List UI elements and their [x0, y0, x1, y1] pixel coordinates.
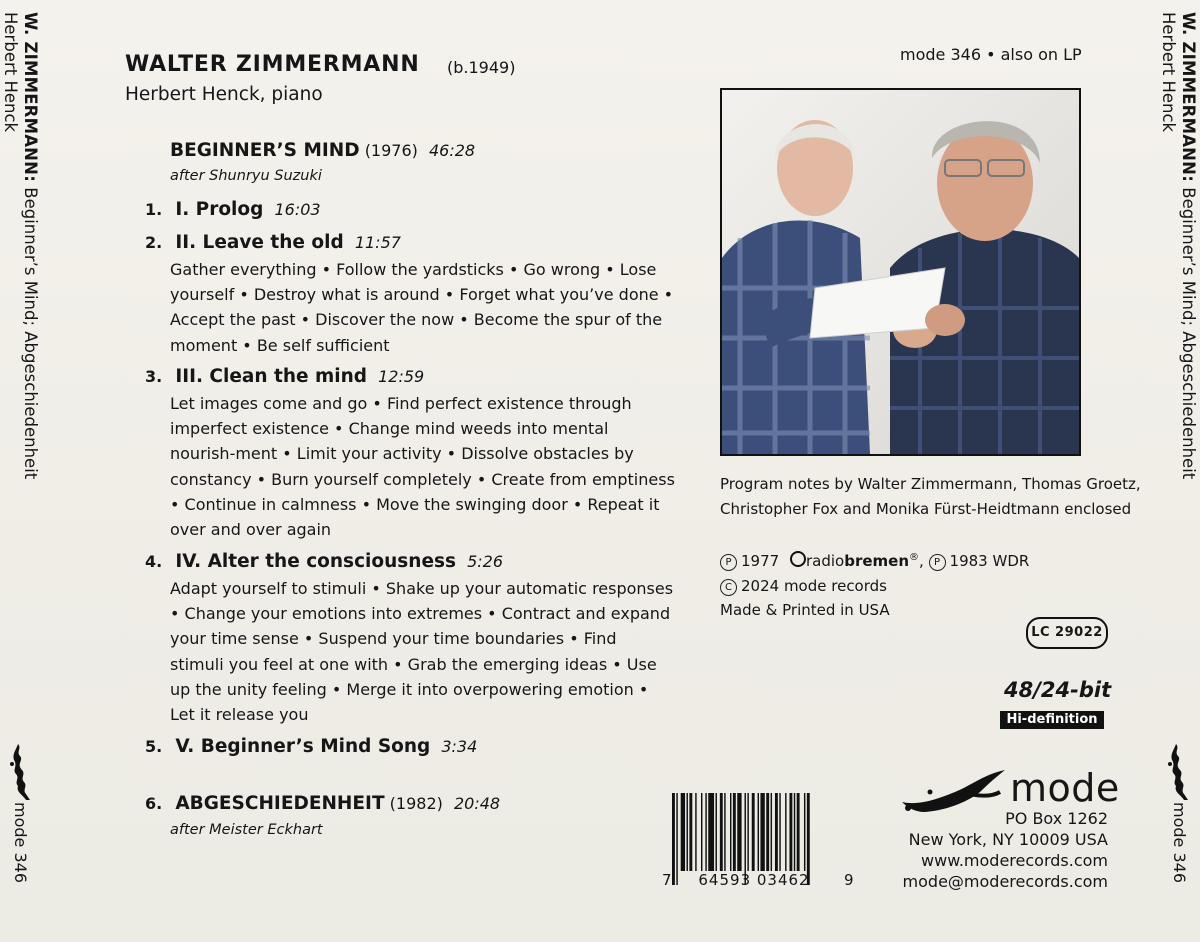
phonogram-icon: P [929, 554, 946, 571]
address-website[interactable]: www.moderecords.com [921, 851, 1108, 870]
track-number: 4. [145, 552, 163, 571]
barcode-bar [758, 793, 759, 871]
work-dedication: after Shunryu Suzuki [170, 168, 322, 184]
spine-performer: Herbert Henck [1, 12, 20, 133]
cover-photo [720, 88, 1081, 456]
barcode-bar [708, 793, 714, 871]
address-po-box: PO Box 1262 [1005, 809, 1108, 828]
work-title: BEGINNER’S MIND [170, 140, 360, 161]
barcode-bar [724, 793, 725, 871]
barcode-bar [672, 793, 675, 885]
radiobremen-logo-icon [790, 551, 806, 567]
composer-name: WALTER ZIMMERMANN [125, 52, 420, 77]
credits [720, 546, 1029, 623]
track-duration: 11:57 [354, 233, 401, 252]
barcode-bar [775, 793, 778, 871]
barcode-bar [716, 793, 717, 871]
barcode-bar [766, 793, 769, 871]
spine-title: W. ZIMMERMANN: Beginner’s Mind; Abgeschiedenheit [1179, 12, 1198, 480]
address-email[interactable]: mode@moderecords.com [902, 872, 1108, 891]
hi-definition-label: Hi-definition [1000, 711, 1104, 729]
barcode [662, 793, 852, 893]
barcode-bar [760, 793, 764, 871]
track-number: 3. [145, 367, 163, 386]
work-heading [170, 140, 475, 161]
bit-depth: 48/24-bit [1004, 678, 1112, 702]
composer-years: (b.1949) [447, 58, 516, 77]
catalog-number: mode 346 • also on LP [900, 45, 1082, 64]
barcode-bar [752, 793, 755, 871]
track-duration: 12:59 [378, 367, 425, 386]
label-code-badge: LC 29022 [1026, 617, 1108, 649]
work-heading [145, 793, 500, 814]
made-in: Made & Printed in USA [720, 601, 890, 619]
phonographic-copyright: P 1977 radiobremen®, P 1983 WDR [720, 546, 1029, 574]
track-description: Let images come and go • Find perfect existence through imperfect existence • Change mind weeds into mental nourish-ment • Limit your activity • Dissolve obstacles by constancy • Burn yourself completely • Create from emptiness • Continue in calmness • Move the swinging door • Repeat it over and over again [170, 394, 675, 540]
barcode-bar [720, 793, 723, 871]
barcode-bar [794, 793, 795, 871]
radio-name: radio [805, 552, 845, 570]
work-duration: 46:28 [428, 141, 476, 160]
label-name: mode [1010, 766, 1120, 810]
track-duration: 3:34 [441, 737, 478, 756]
track-number: 2. [145, 233, 163, 252]
barcode-digit-right: 9 [844, 871, 854, 889]
barcode-bar [733, 793, 736, 871]
spine-catalog-number: mode 346 [1170, 802, 1189, 883]
barcode-digit-left: 7 [662, 871, 672, 889]
track-number: 1. [145, 200, 163, 219]
program-notes: Program notes by Walter Zimmermann, Thomas Groetz, Christopher Fox and Monika Fürst-Heidtmann enclosed [720, 475, 1141, 518]
work-year: (1976) [364, 141, 418, 160]
spine-catalog-number: mode 346 [11, 802, 30, 883]
spine-title: W. ZIMMERMANN: Beginner’s Mind; Abgeschiedenheit [21, 12, 40, 480]
barcode-bar [681, 793, 685, 871]
barcode-bar [695, 793, 696, 871]
label-address [903, 808, 1108, 892]
mode-bird-logo-icon [4, 742, 38, 802]
work-dedication: after Meister Eckhart [170, 822, 323, 838]
barcode-bar [804, 793, 805, 871]
track-heading [145, 366, 424, 387]
track-heading [145, 551, 503, 572]
track-title: III. Clean the mind [175, 366, 368, 387]
barcode-bar [689, 793, 692, 871]
right-spine [1158, 0, 1200, 942]
barcode-bar [747, 793, 748, 871]
barcode-bar [737, 793, 741, 871]
track-duration: 16:03 [274, 200, 321, 219]
radio-name-bold: bremen [844, 552, 909, 570]
track-number: 5. [145, 737, 163, 756]
performer: Herbert Henck, piano [125, 84, 323, 105]
track-heading [145, 232, 401, 253]
phonogram-icon: P [720, 554, 737, 571]
track-title: V. Beginner’s Mind Song [175, 736, 431, 757]
barcode-bar [771, 793, 772, 871]
copyright-icon: C [720, 579, 737, 596]
left-spine [0, 0, 42, 942]
track-title: IV. Alter the consciousness [175, 551, 457, 572]
work-duration: 20:48 [453, 794, 501, 813]
hi-definition-badge [1000, 678, 1112, 730]
copyright-line: C 2024 mode records [720, 574, 1029, 599]
barcode-bar [676, 793, 677, 885]
barcode-bar [797, 793, 800, 871]
address-city: New York, NY 10009 USA [908, 830, 1108, 849]
barcode-bar [730, 793, 731, 871]
track-description: Gather everything • Follow the yardsticks • Go wrong • Lose yourself • Destroy what is around • Forget what you’ve done • Accept the past • Discover the now • Become the spur of the moment • Be self sufficient [170, 260, 674, 355]
track-title: II. Leave the old [175, 232, 344, 253]
track-description: Adapt yourself to stimuli • Shake up your automatic responses • Change your emotions into extremes • Contract and expand your time sense • Suspend your time boundaries • Find stimuli you feel at one with • Grab the emerging ideas • Use up the unity feeling • Merge it into overpowering emotion • Let it release you [170, 579, 674, 725]
barcode-bar [785, 793, 786, 871]
photo-two-men-reading-icon [720, 88, 1081, 456]
track-number: 6. [145, 794, 163, 813]
track-duration: 5:26 [467, 552, 504, 571]
barcode-bar [701, 793, 702, 871]
work-year: (1982) [389, 794, 443, 813]
track-title: I. Prolog [175, 199, 264, 220]
work-title: ABGESCHIEDENHEIT [175, 793, 385, 814]
barcode-bar [687, 793, 688, 871]
barcode-bar [779, 793, 780, 871]
track-heading [145, 736, 477, 757]
barcode-bar [705, 793, 706, 871]
barcode-bar [789, 793, 792, 871]
barcode-digits: 64593 03462 [698, 871, 810, 889]
spine-performer: Herbert Henck [1159, 12, 1178, 133]
track-heading [145, 199, 321, 220]
mode-bird-logo-icon [1162, 742, 1196, 802]
